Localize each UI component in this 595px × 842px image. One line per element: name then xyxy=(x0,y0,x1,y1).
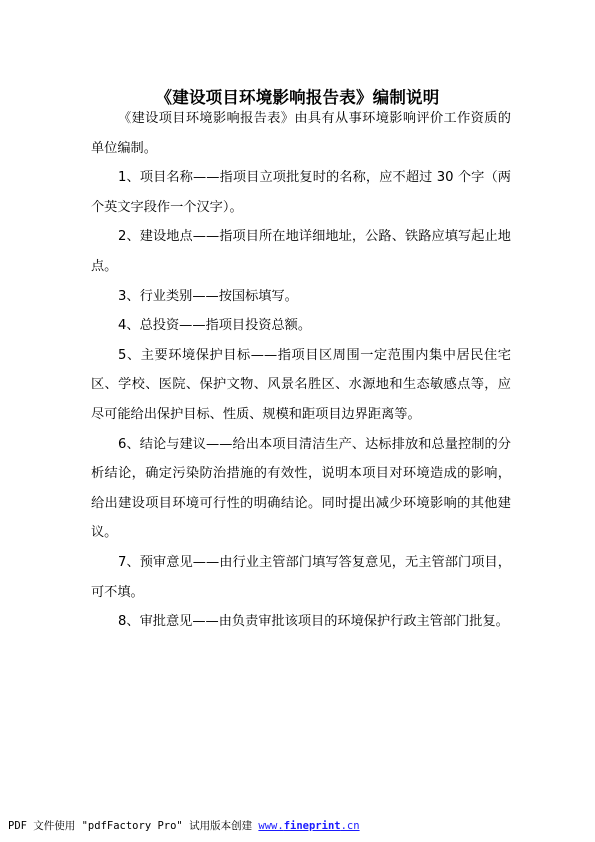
paragraph-item-3-industry: 3、行业类别——按国标填写。 xyxy=(118,288,298,304)
paragraph-item-8-approval: 8、审批意见——由负责审批该项目的环境保护行政主管部门批复。 xyxy=(118,614,509,630)
document-body xyxy=(91,104,511,637)
paragraph-item-7-pre-review: 7、预审意见——由行业主管部门填写答复意见，无主管部门项目，可不填。 xyxy=(91,554,511,600)
footer-link-brand: fineprint xyxy=(283,820,341,832)
paragraph-item-6-conclusion: 6、结论与建议——给出本项目清洁生产、达标排放和总量控制的分析结论，确定污染防治措施的有效性，说明本项目对环境造成的影响，给出建设项目环境可行性的明确结论。同时提出减少环境影响的其他建议。 xyxy=(91,436,511,541)
footer-link[interactable] xyxy=(258,820,359,832)
document-title: 《建设项目环境影响报告表》编制说明 xyxy=(155,88,440,108)
footer-link-tld: .cn xyxy=(340,820,360,832)
pdf-footer xyxy=(8,819,360,833)
paragraph-intro: 《建设项目环境影响报告表》由具有从事环境影响评价工作资质的单位编制。 xyxy=(91,111,511,156)
paragraph-item-1-project-name: 1、项目名称——指项目立项批复时的名称，应不超过 30 个字（两个英文字段作一个汉字）。 xyxy=(91,170,511,215)
footer-text: PDF 文件使用 "pdfFactory Pro" 试用版本创建 xyxy=(8,820,259,832)
paragraph-item-5-protection-targets: 5、主要环境保护目标——指项目区周围一定范围内集中居民住宅区、学校、医院、保护文物、风景名胜区、水源地和生态敏感点等，应尽可能给出保护目标、性质、规模和距项目边界距离等。 xyxy=(91,347,511,422)
paragraph-item-2-location: 2、建设地点——指项目所在地详细地址，公路、铁路应填写起止地点。 xyxy=(91,229,511,274)
paragraph-item-4-investment: 4、总投资——指项目投资总额。 xyxy=(118,318,312,334)
footer-link-www: www. xyxy=(258,820,284,832)
